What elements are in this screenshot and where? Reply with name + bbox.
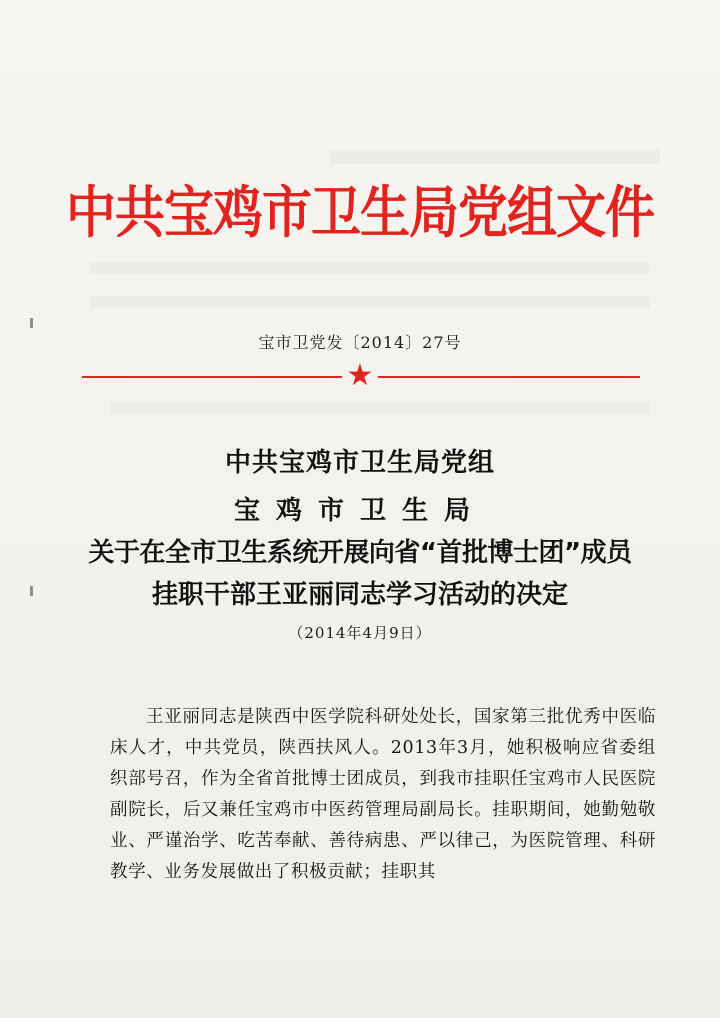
- headline-issuer-bureau: 宝鸡市卫生局: [233, 496, 486, 526]
- show-through-texture: [110, 402, 650, 414]
- margin-mark: [30, 318, 33, 328]
- red-rule-left: [82, 376, 342, 378]
- red-rule-right: [378, 376, 640, 378]
- document-number: 宝市卫党发〔2014〕27号: [258, 333, 462, 352]
- show-through-texture: [90, 262, 650, 274]
- headline-issuer-party: 中共宝鸡市卫生局党组: [224, 448, 495, 478]
- headline-subject-line1: 关于在全市卫生系统开展向省“首批博士团”成员: [88, 538, 632, 568]
- show-through-texture: [330, 150, 660, 164]
- document-date: （2014年4月9日）: [288, 624, 432, 642]
- body-paragraph: 王亚丽同志是陕西中医学院科研处处长，国家第三批优秀中医临床人才，中共党员，陕西扶风人。2013年3月，她积极响应省委组织部号召，作为全省首批博士团成员，到我市挂职任宝鸡市人民医院副院长，后又兼任宝鸡市中医药管理局副局长。挂职期间，她勤勉敬业、严谨治学、吃苦奉献、善待病患、严以律己，为医院管理、科研教学、业务发展做出了积极贡献；挂职其: [110, 706, 656, 882]
- red-star-icon: ★: [346, 358, 374, 393]
- headline-subject-line2: 挂职干部王亚丽同志学习活动的决定: [151, 580, 568, 610]
- show-through-texture: [90, 296, 650, 308]
- red-header-title: 中共宝鸡市卫生局党组文件: [66, 180, 654, 246]
